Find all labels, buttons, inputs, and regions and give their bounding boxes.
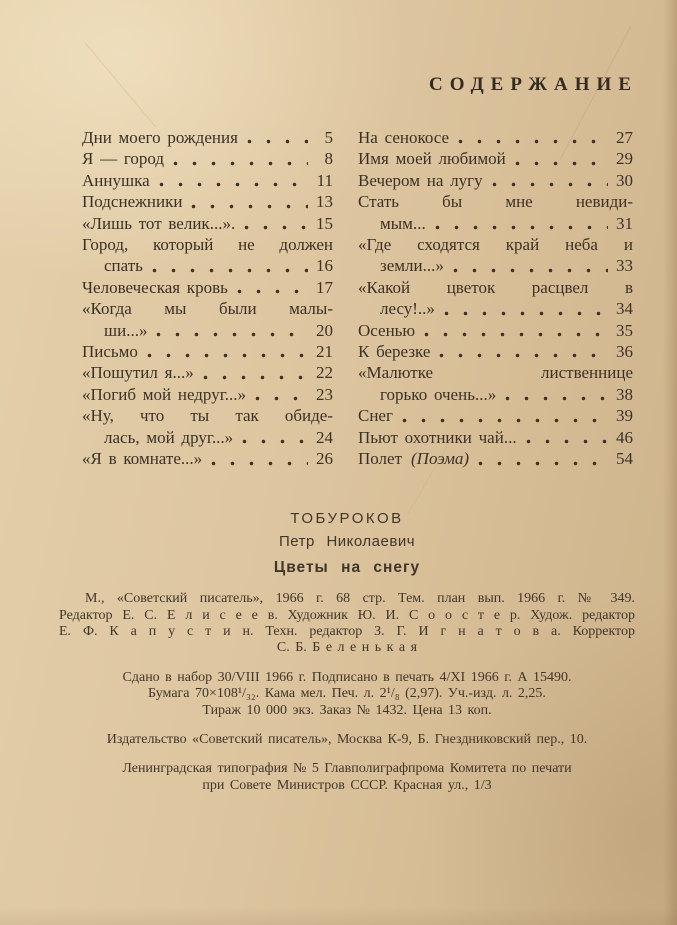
toc-entry-last-line bbox=[358, 341, 633, 362]
toc-entry-last-line bbox=[82, 362, 333, 383]
toc-entry-last-line bbox=[82, 213, 333, 234]
toc-entry-title: На сенокосе bbox=[358, 128, 450, 147]
toc-entry-last-line bbox=[358, 427, 633, 448]
toc-entry-title: Осенью bbox=[358, 320, 416, 340]
dot-leader bbox=[492, 182, 608, 187]
toc-entry-last-line bbox=[82, 427, 333, 448]
dot-leader bbox=[435, 225, 608, 230]
toc-entry-title-line: Город, который не должен bbox=[82, 235, 333, 255]
toc-page-number: 15 bbox=[316, 213, 333, 233]
dot-leader bbox=[244, 225, 308, 230]
toc-page-number: 8 bbox=[324, 149, 333, 169]
toc-entry bbox=[358, 170, 633, 191]
toc-entry-title: Письмо bbox=[82, 342, 138, 362]
toc-page-number: 39 bbox=[616, 406, 633, 426]
toc-page-number: 17 bbox=[316, 277, 333, 297]
toc-entry-title: лесу!..» bbox=[380, 299, 435, 319]
toc-page-number: 29 bbox=[616, 149, 633, 169]
toc-right-column bbox=[358, 127, 633, 470]
toc-page-number: 27 bbox=[616, 128, 633, 147]
toc-entry-title: Полет bbox=[358, 449, 403, 469]
colophon bbox=[59, 511, 635, 794]
toc-entry bbox=[82, 191, 333, 212]
toc-entry-last-line bbox=[358, 298, 633, 319]
dot-leader bbox=[191, 204, 308, 209]
toc-entry-last-line bbox=[82, 191, 333, 212]
colophon-line: Бумага 70×108¹/₃₂. Кама мел. Печ. л. 2¹/₈ (2,97). Уч.-изд. л. 2,25. bbox=[148, 686, 546, 702]
dot-leader bbox=[211, 461, 308, 466]
toc-entry-subtitle: (Поэма) bbox=[411, 449, 470, 469]
toc-entry-last-line bbox=[82, 170, 333, 191]
toc-entry-last-line bbox=[358, 405, 633, 426]
colophon-line: Сдано в набор 30/VIII 1966 г. Подписано в печать 4/XI 1966 г. А 15490. bbox=[122, 669, 572, 685]
colophon-line: при Совете Министров СССР. Красная ул., 1/3 bbox=[202, 777, 492, 793]
dot-leader bbox=[444, 311, 608, 316]
toc-entry-title-line: «Ну, что ты так обиде- bbox=[82, 406, 333, 426]
printing-info bbox=[59, 670, 635, 719]
toc-entry-title-line: «Где сходятся край неба и bbox=[358, 235, 633, 255]
toc-page-number: 26 bbox=[316, 449, 333, 469]
colophon-line: Е. Ф. К а п у с т и н. Техн. редактор З. Г. И г н а т о в а. Корректор bbox=[59, 624, 635, 640]
toc-entry bbox=[82, 405, 333, 448]
toc-entry-last-line bbox=[358, 148, 633, 169]
toc-entry-last-line bbox=[82, 384, 333, 405]
page-title: СОДЕРЖАНИЕ bbox=[429, 74, 638, 95]
colophon-line: Тираж 10 000 экз. Заказ № 1432. Цена 13 коп. bbox=[202, 702, 492, 718]
toc-page-number: 5 bbox=[324, 128, 333, 147]
dot-leader bbox=[424, 332, 608, 337]
toc-entry-title: мым... bbox=[380, 213, 426, 233]
toc-entry-title: «Погиб мой недруг...» bbox=[82, 384, 247, 404]
dot-leader bbox=[439, 353, 608, 358]
toc-entry bbox=[82, 277, 333, 298]
toc-entry-title: спать bbox=[104, 256, 143, 276]
toc-page-number: 31 bbox=[616, 213, 633, 233]
publisher-info bbox=[59, 732, 635, 748]
toc-entry-title: горько очень...» bbox=[380, 384, 497, 404]
dot-leader bbox=[478, 461, 608, 466]
toc-page-number: 38 bbox=[616, 384, 633, 404]
toc-entry-title: «Я в комнате...» bbox=[82, 449, 203, 469]
table-of-contents bbox=[82, 127, 633, 470]
toc-entry-last-line bbox=[358, 255, 633, 276]
toc-entry-title: Подснежники bbox=[82, 192, 183, 212]
toc-entry-title-line: Стать бы мне невиди- bbox=[358, 192, 633, 212]
toc-entry-title: Аннушка bbox=[82, 170, 150, 190]
toc-entry-title: Пьют охотники чай... bbox=[358, 427, 517, 447]
toc-entry-title: ши...» bbox=[104, 320, 148, 340]
toc-page-number: 11 bbox=[316, 170, 333, 190]
edition-info bbox=[59, 591, 635, 657]
toc-entry-last-line bbox=[82, 277, 333, 298]
toc-entry-title-line: «Малютке лиственнице bbox=[358, 363, 633, 383]
toc-entry bbox=[82, 341, 333, 362]
toc-page-number: 24 bbox=[316, 427, 333, 447]
toc-entry bbox=[358, 427, 633, 448]
dot-leader bbox=[159, 182, 308, 187]
toc-entry-last-line bbox=[82, 127, 333, 148]
toc-entry bbox=[358, 405, 633, 426]
toc-entry-last-line bbox=[358, 127, 633, 148]
toc-entry bbox=[358, 320, 633, 341]
toc-entry-title: Дни моего рождения bbox=[82, 128, 238, 147]
toc-entry bbox=[82, 127, 333, 148]
toc-entry-title: К березке bbox=[358, 342, 431, 362]
toc-entry-title: лась, мой друг...» bbox=[104, 427, 234, 447]
dot-leader bbox=[505, 396, 608, 401]
toc-entry bbox=[358, 148, 633, 169]
toc-entry-last-line bbox=[82, 148, 333, 169]
toc-page-number: 33 bbox=[616, 256, 633, 276]
colophon-line: Редактор Е. С. Е л и с е е в. Художник Ю. И. С о о с т е р. Худож. редактор bbox=[59, 607, 635, 623]
colophon-line: С. Б. Б е л е н ь к а я bbox=[276, 640, 418, 656]
dot-leader bbox=[242, 439, 308, 444]
dot-leader bbox=[515, 161, 608, 166]
toc-page-number: 34 bbox=[616, 299, 633, 319]
colophon-line: Издательство «Советский писатель», Москва К-9, Б. Гнездниковский пер., 10. bbox=[106, 732, 588, 748]
toc-entry-last-line bbox=[358, 170, 633, 191]
dot-leader bbox=[203, 375, 308, 380]
dot-leader bbox=[147, 353, 308, 358]
toc-entry bbox=[358, 127, 633, 148]
toc-entry-title: Человеческая кровь bbox=[82, 277, 228, 297]
toc-entry bbox=[82, 298, 333, 341]
author-name: Петр Николаевич bbox=[278, 533, 416, 551]
toc-entry-last-line bbox=[82, 255, 333, 276]
toc-page-number: 21 bbox=[316, 342, 333, 362]
toc-entry-title: земли...» bbox=[380, 256, 444, 276]
dot-leader bbox=[402, 418, 608, 423]
toc-entry-last-line bbox=[82, 341, 333, 362]
book-title: Цветы на снегу bbox=[273, 558, 421, 576]
toc-entry-title: «Лишь тот велик...». bbox=[82, 213, 236, 233]
toc-entry bbox=[358, 341, 633, 362]
colophon-line: Ленинградская типография № 5 Главполиграфпрома Комитета по печати bbox=[122, 761, 572, 777]
toc-entry-title: Вечером на лугу bbox=[358, 170, 483, 190]
toc-entry bbox=[358, 191, 633, 234]
toc-entry-title: Я — город bbox=[82, 149, 165, 169]
toc-entry-last-line bbox=[358, 384, 633, 405]
toc-page-number: 54 bbox=[616, 449, 633, 469]
toc-page-number: 22 bbox=[316, 363, 333, 383]
toc-entry-title: Имя моей любимой bbox=[358, 149, 506, 169]
dot-leader bbox=[526, 439, 608, 444]
dot-leader bbox=[156, 332, 308, 337]
toc-page-number: 23 bbox=[316, 384, 333, 404]
toc-entry-last-line bbox=[358, 213, 633, 234]
toc-entry-title-line: «Какой цветок расцвел в bbox=[358, 277, 633, 297]
toc-page-number: 35 bbox=[616, 320, 633, 340]
dot-leader bbox=[247, 139, 308, 144]
toc-page-number: 16 bbox=[316, 256, 333, 276]
toc-page-number: 20 bbox=[316, 320, 333, 340]
toc-entry bbox=[82, 234, 333, 277]
author-surname: ТОБУРОКОВ bbox=[290, 510, 404, 527]
toc-page-number: 46 bbox=[616, 427, 633, 447]
toc-page-number: 13 bbox=[316, 192, 333, 212]
colophon-line: М., «Советский писатель», 1966 г. 68 стр. Тем. план вып. 1966 г. № 349. bbox=[85, 591, 635, 607]
toc-entry-title: Снег bbox=[358, 406, 393, 426]
dot-leader bbox=[152, 268, 308, 273]
toc-left-column bbox=[82, 127, 333, 470]
toc-entry-last-line bbox=[358, 448, 633, 469]
toc-entry bbox=[82, 384, 333, 405]
toc-page-number: 30 bbox=[616, 170, 633, 190]
toc-entry-last-line bbox=[358, 320, 633, 341]
toc-entry-title: «Пошутил я...» bbox=[82, 363, 194, 383]
toc-entry bbox=[358, 277, 633, 320]
toc-page-number: 36 bbox=[616, 342, 633, 362]
toc-entry bbox=[82, 448, 333, 469]
dot-leader bbox=[453, 268, 608, 273]
toc-entry bbox=[82, 148, 333, 169]
toc-entry bbox=[358, 234, 633, 277]
dot-leader bbox=[458, 139, 608, 144]
toc-entry bbox=[82, 362, 333, 383]
dot-leader bbox=[237, 289, 308, 294]
toc-entry-title-line: «Когда мы были малы- bbox=[82, 299, 333, 319]
toc-entry bbox=[358, 362, 633, 405]
dot-leader bbox=[173, 161, 308, 166]
toc-entry bbox=[82, 213, 333, 234]
dot-leader bbox=[255, 396, 308, 401]
toc-entry bbox=[358, 448, 633, 469]
typography-info bbox=[59, 761, 635, 794]
toc-entry bbox=[82, 170, 333, 191]
toc-entry-last-line bbox=[82, 448, 333, 469]
toc-entry-last-line bbox=[82, 320, 333, 341]
